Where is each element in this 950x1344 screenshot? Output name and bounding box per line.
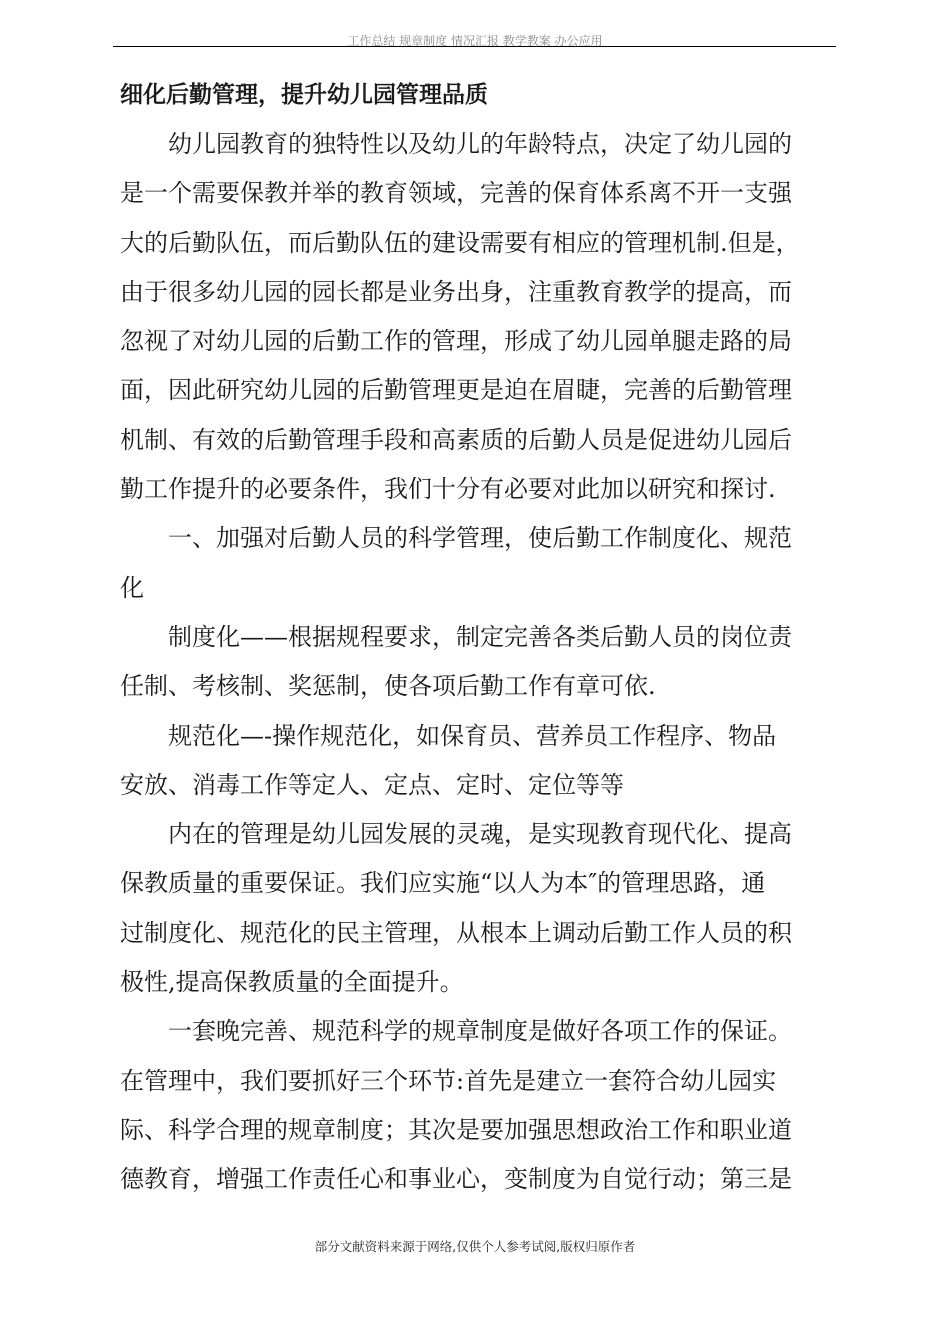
body-line: 际、科学合理的规章制度；其次是要加强思想政治工作和职业道: [120, 1115, 792, 1144]
section-heading-line: 化: [120, 573, 144, 602]
body-line: 安放、消毒工作等定人、定点、定时、定位等等: [120, 770, 624, 799]
body-line: 内在的管理是幼儿园发展的灵魂，是实现教育现代化、提高: [120, 820, 792, 849]
body-line: 过制度化、规范化的民主管理，从根本上调动后勤工作人员的积: [120, 918, 792, 947]
body-line: 一套晚完善、规范科学的规章制度是做好各项工作的保证。: [120, 1017, 792, 1046]
document-body: [120, 120, 825, 1205]
body-line: 规范化—-操作规范化，如保育员、营养员工作程序、物品: [120, 721, 777, 750]
body-line: 忽视了对幼儿园的后勤工作的管理，形成了幼儿园单腿走路的局: [120, 327, 792, 356]
page-header-nav: 工作总结 规章制度 情况汇报 教学教案 办公应用: [347, 34, 603, 48]
body-line: 制度化——根据规程要求，制定完善各类后勤人员的岗位责: [120, 622, 792, 651]
body-line: 在管理中，我们要抓好三个环节:首先是建立一套符合幼儿园实: [120, 1066, 777, 1095]
body-line: 幼儿园教育的独特性以及幼儿的年龄特点，决定了幼儿园的: [120, 130, 792, 158]
section-heading-line: 一、加强对后勤人员的科学管理，使后勤工作制度化、规范: [120, 524, 792, 553]
document-title: 细化后勤管理，提升幼儿园管理品质: [120, 81, 488, 108]
body-line: 是一个需要保教并举的教育领域，完善的保育体系离不开一支强: [120, 179, 792, 208]
body-line: 任制、考核制、奖惩制，使各项后勤工作有章可依.: [120, 672, 656, 701]
body-line: 勤工作提升的必要条件，我们十分有必要对此加以研究和探讨.: [120, 475, 776, 504]
body-line: 机制、有效的后勤管理手段和高素质的后勤人员是促进幼儿园后: [120, 425, 792, 454]
body-line: 保教质量的重要保证。我们应实施“以人为本″的管理思路，通: [120, 869, 766, 898]
header-divider: [113, 46, 836, 47]
page-footer-disclaimer: 部分文献资料来源于网络,仅供个人参考试阅,版权归原作者: [314, 1239, 636, 1254]
body-line: 面，因此研究幼儿园的后勤管理更是迫在眉睫，完善的后勤管理: [120, 376, 792, 405]
body-line: 极性,提高保教质量的全面提升。: [120, 968, 464, 997]
body-line: 德教育，增强工作责任心和事业心，变制度为自觉行动；第三是: [120, 1165, 792, 1194]
body-line: 大的后勤队伍，而后勤队伍的建设需要有相应的管理机制.但是，: [120, 228, 800, 257]
body-line: 由于很多幼儿园的园长都是业务出身，注重教育教学的提高，而: [120, 277, 792, 306]
